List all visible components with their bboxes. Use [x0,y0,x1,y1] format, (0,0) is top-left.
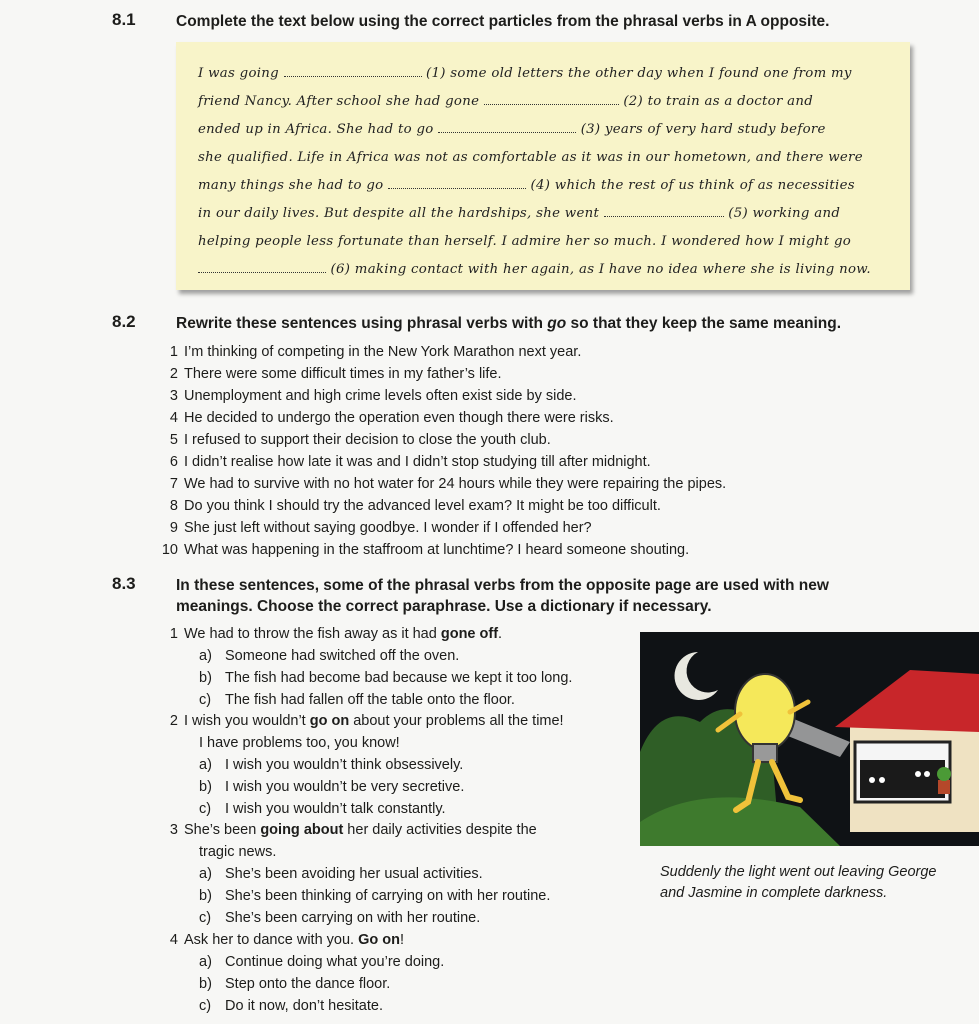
item-number: 6 [169,454,178,470]
item-number: 9 [169,520,178,536]
handwritten-note [176,42,910,290]
option-4c[interactable] [199,998,383,1014]
item-number: 1 [169,344,178,360]
exercise-item [160,344,581,360]
item-text: about your problems all the time! [349,713,564,729]
option-text: She’s been avoiding her usual activities. [225,866,483,882]
item-number: 5 [169,432,178,448]
section-number-8-1: 8.1 [112,10,136,29]
item-text: I’m thinking of competing in the New York Marathon next year. [184,344,582,360]
option-1a[interactable] [199,648,459,664]
option-1b[interactable] [199,670,572,686]
note-text: (5) working and [728,206,841,221]
item-text: He decided to undergo the operation even though there were risks. [184,410,614,426]
item-number: 1 [169,626,178,642]
note-line-3 [198,122,826,137]
note-line-8 [198,262,871,277]
option-letter: a) [199,866,212,882]
item-number: 3 [169,822,178,838]
question-2 [160,713,564,729]
phrasal-verb: going about [260,822,344,838]
exercise-item [160,366,502,382]
option-letter: b) [199,976,212,992]
item-text: . [498,626,503,642]
item-number: 8 [169,498,178,514]
option-letter: b) [199,888,212,904]
note-text: (2) to train as a doctor and [623,94,814,109]
item-number: 3 [169,388,178,404]
item-text: Ask her to dance with you. [184,932,359,948]
eyes-icon [869,777,875,783]
option-1c[interactable] [199,692,515,708]
note-text: ended up in Africa. She had to go [198,122,434,137]
title-text: so that they keep the same meaning. [566,315,841,332]
note-line-7 [198,234,851,249]
item-text: She just left without saying goodbye. I wonder if I offended her? [184,520,592,536]
item-text: I didn’t realise how late it was and I didn’t stop studying till after midnight. [184,454,651,470]
item-text: We had to throw the fish away as it had [184,626,441,642]
option-2a[interactable] [199,757,463,773]
section-number-8-3: 8.3 [112,574,136,593]
note-text: (1) some old letters the other day when I found one from my [426,66,852,81]
gap-3[interactable] [438,122,576,133]
note-text: in our daily lives. But despite all the hardships, she went [198,206,600,221]
item-text: Unemployment and high crime levels often exist side by side. [184,388,577,404]
note-line-6 [198,206,840,221]
phrasal-verb: gone off [440,626,499,642]
note-text: (4) which the rest of us think of as necessities [530,178,855,193]
note-text: she qualified. Life in Africa was not as comfortable as it was in our hometown, and there were [198,150,863,165]
title-text: Rewrite these sentences using phrasal verbs with [176,315,548,332]
exercise-item [160,498,661,514]
phrasal-verb: Go on [358,932,400,948]
lightbulb-icon [735,674,795,750]
bulb-base [753,744,777,762]
option-letter: c) [199,692,212,708]
exercise-item [160,520,592,536]
option-3c[interactable] [199,910,480,926]
item-number: 4 [169,410,178,426]
section-title-8-3-line-2: meanings. Choose the correct paraphrase. Use a dictionary if necessary. [176,598,712,615]
note-text: (3) years of very hard study before [580,122,826,137]
option-text: Step onto the dance floor. [225,976,391,992]
item-text: I refused to support their decision to close the youth club. [184,432,551,448]
option-text: I wish you wouldn’t be very secretive. [225,779,465,795]
item-text: What was happening in the staffroom at lunchtime? I heard someone shouting. [184,542,690,558]
option-4a[interactable] [199,954,444,970]
option-letter: c) [199,910,212,926]
item-text: ! [399,932,405,948]
note-text: friend Nancy. After school she had gone [198,94,480,109]
section-title-8-3-line-1: In these sentences, some of the phrasal verbs from the opposite page are used with new [176,577,829,594]
option-text: The fish had fallen off the table onto the floor. [225,692,515,708]
item-text: We had to survive with no hot water for 24 hours while they were repairing the pipes. [184,476,727,492]
option-text: Do it now, don’t hesitate. [225,998,383,1014]
option-text: I wish you wouldn’t think obsessively. [225,757,464,773]
illustration-caption: Suddenly the light went out leaving George and Jasmine in complete darkness. [660,864,937,901]
note-line-4 [198,150,863,165]
note-text: (6) making contact with her again, as I have no idea where she is living now. [330,262,871,277]
option-3a[interactable] [199,866,483,882]
option-3b[interactable] [199,888,550,904]
note-line-1 [198,66,852,81]
note-text: helping people less fortunate than herself. I admire her so much. I wondered how I might go [198,234,852,249]
exercise-item [160,388,577,404]
option-text: Continue doing what you’re doing. [225,954,445,970]
item-text: She’s been [184,822,261,838]
gap-2[interactable] [484,94,619,105]
option-letter: c) [199,998,212,1014]
item-number: 4 [169,932,178,948]
item-text: I wish you wouldn’t [184,713,310,729]
gap-6[interactable] [198,262,326,273]
option-letter: a) [199,757,212,773]
note-text: I was going [198,66,279,81]
option-letter: a) [199,648,212,664]
gap-1[interactable] [284,66,422,77]
phrasal-verb: go on [309,713,350,729]
lightbulb-illustration [640,632,979,846]
question-1 [160,626,502,642]
option-4b[interactable] [199,976,390,992]
option-2b[interactable] [199,779,464,795]
option-text: Someone had switched off the oven. [225,648,460,664]
exercise-item [160,476,726,492]
option-text: I wish you wouldn’t talk constantly. [225,801,446,817]
option-letter: b) [199,779,212,795]
eyes-icon [915,771,921,777]
option-text: She’s been thinking of carrying on with her routine. [225,888,551,904]
question-3 [160,822,537,838]
note-line-2 [198,94,813,109]
question-3-line-2: tragic news. [199,844,277,860]
flowerpot-icon [938,780,950,794]
exercise-item [160,454,651,470]
gap-5[interactable] [604,206,724,217]
item-number: 10 [161,542,178,558]
option-letter: a) [199,954,212,970]
question-4 [160,932,404,948]
option-letter: b) [199,670,212,686]
item-text: her daily activities despite the [343,822,537,838]
option-letter: c) [199,801,212,817]
title-emphasis: go [547,315,567,332]
question-2-line-2: I have problems too, you know! [199,735,400,751]
exercise-item [160,432,551,448]
item-text: Do you think I should try the advanced level exam? It might be too difficult. [184,498,661,514]
option-text: The fish had become bad because we kept it too long. [225,670,573,686]
item-number: 7 [169,476,178,492]
section-title-8-1: Complete the text below using the correct particles from the phrasal verbs in A opposite. [176,13,830,30]
note-line-5 [198,178,855,193]
option-text: She’s been carrying on with her routine. [225,910,481,926]
item-text: There were some difficult times in my father’s life. [184,366,502,382]
item-number: 2 [169,366,178,382]
note-text: many things she had to go [198,178,384,193]
exercise-item [160,410,614,426]
section-title-8-2 [176,314,841,333]
option-2c[interactable] [199,801,446,817]
gap-4[interactable] [388,178,526,189]
exercise-item [160,542,689,558]
item-number: 2 [169,713,178,729]
section-number-8-2: 8.2 [112,312,136,331]
